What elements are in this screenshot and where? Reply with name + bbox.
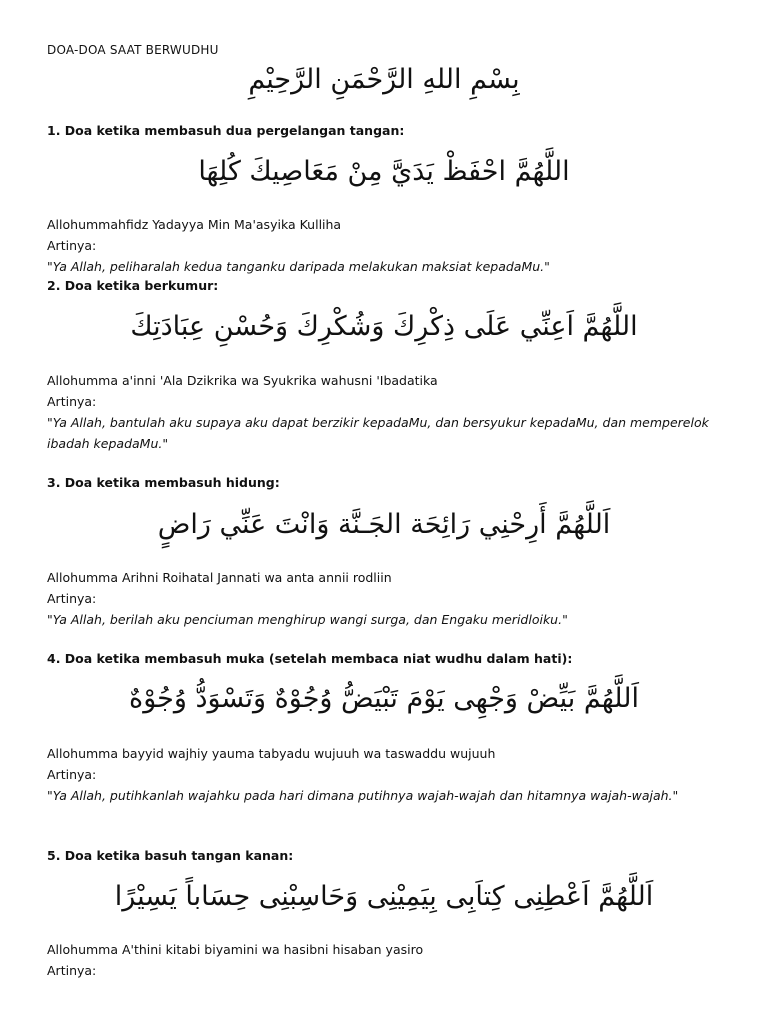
section-3-latin: Allohumma Arihni Roihatal Jannati wa anta annii rodliin bbox=[47, 570, 392, 585]
section-3-meaning: "Ya Allah, berilah aku penciuman menghirup wangi surga, dan Engaku meridloiku." bbox=[47, 612, 568, 627]
section-2-meaning: "Ya Allah, bantulah aku supaya aku dapat berzikir kepadaMu, dan bersyukur kepadaMu, dan memperelok ibadah kepadaMu." bbox=[47, 415, 709, 451]
section-3-meaning-text: Ya Allah, berilah aku penciuman menghirup wangi surga, dan Engaku meridloiku. bbox=[52, 612, 563, 627]
section-5-latin: Allohumma A'thini kitabi biyamini wa hasibni hisaban yasiro bbox=[47, 942, 424, 957]
section-3-heading: 3. Doa ketika membasuh hidung: bbox=[47, 475, 280, 490]
section-3-artinya-label: Artinya: bbox=[47, 591, 97, 606]
section-4-arabic: اَللَّهُمَّ بَيِّضْ وَجْهِى يَوْمَ تَبْيَضُّ وُجُوْهٌ وَتَسْوَدُّ وُجُوْهٌ bbox=[129, 683, 639, 714]
section-1-meaning: "Ya Allah, peliharalah kedua tanganku daripada melakukan maksiat kepadaMu." bbox=[47, 259, 550, 274]
section-2-meaning-text: Ya Allah, bantulah aku supaya aku dapat berzikir kepadaMu, dan bersyukur kepadaMu, dan memperelok ibadah kepadaMu. bbox=[47, 415, 709, 451]
section-5-artinya-label: Artinya: bbox=[47, 963, 97, 978]
section-4-latin: Allohumma bayyid wajhiy yauma tabyadu wujuuh wa taswaddu wujuuh bbox=[47, 746, 496, 761]
section-1-heading: 1. Doa ketika membasuh dua pergelangan tangan: bbox=[47, 123, 405, 138]
basmalah: بِسْمِ اللهِ الرَّحْمَنِ الرَّحِيْمِ bbox=[248, 64, 520, 95]
section-2-artinya-label: Artinya: bbox=[47, 394, 97, 409]
section-2-heading: 2. Doa ketika berkumur: bbox=[47, 278, 219, 293]
section-2-latin: Allohumma a'inni 'Ala Dzikrika wa Syukrika wahusni 'Ibadatika bbox=[47, 373, 438, 388]
section-3-arabic: اَللَّهُمَّ أَرِحْنِي رَائِحَة الجَـنَّة وَانْتَ عَنِّي رَاضٍ bbox=[157, 509, 611, 540]
section-5-arabic: اَللَّهُمَّ اَعْطِنِى كِتاَبِى بِيَمِيْنِى وَحَاسِبْنِى حِسَاباً يَسِيْرًا bbox=[114, 881, 654, 912]
section-2-arabic: اللَّهُمَّ اَعِنِّي عَلَى ذِكْرِكَ وَشُكْرِكَ وَحُسْنِ عِبَادَتِكَ bbox=[130, 311, 638, 342]
document-title: DOA-DOA SAAT BERWUDHU bbox=[47, 43, 219, 57]
section-1-artinya-label: Artinya: bbox=[47, 238, 97, 253]
section-1-arabic: اللَّهُمَّ احْفَظْ يَدَيَّ مِنْ مَعَاصِيكَ كُلِهَا bbox=[198, 156, 570, 187]
section-4-meaning-text: Ya Allah, putihkanlah wajahku pada hari dimana putihnya wajah-wajah dan hitamnya wajah-wajah. bbox=[52, 788, 673, 803]
section-5-heading: 5. Doa ketika basuh tangan kanan: bbox=[47, 848, 294, 863]
section-1-latin: Allohummahfidz Yadayya Min Ma'asyika Kulliha bbox=[47, 217, 342, 232]
section-4-artinya-label: Artinya: bbox=[47, 767, 97, 782]
section-4-heading: 4. Doa ketika membasuh muka (setelah membaca niat wudhu dalam hati): bbox=[47, 651, 573, 666]
section-1-meaning-text: Ya Allah, peliharalah kedua tanganku daripada melakukan maksiat kepadaMu. bbox=[52, 259, 545, 274]
section-4-meaning: "Ya Allah, putihkanlah wajahku pada hari dimana putihnya wajah-wajah dan hitamnya wajah-wajah." bbox=[47, 788, 679, 803]
